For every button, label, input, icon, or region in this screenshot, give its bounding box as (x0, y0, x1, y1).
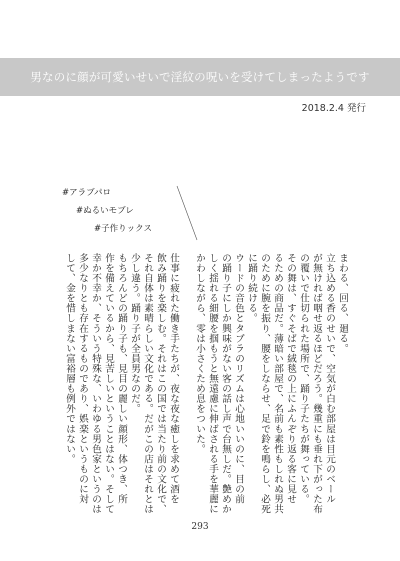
book-title: 男なのに顔が可愛いせいで淫紋の呪いを受けてしまったようです (30, 70, 370, 84)
body-column: 仕事に疲れた働き手たちが、夜な夜な癒しを求めて酒を (168, 253, 179, 505)
body-column: 少し違う。踊り子が全員男なのだ。 (129, 253, 140, 414)
tag-arab-parody: #アラブパロ (62, 188, 111, 198)
body-column: して、金を惜しまない富裕層も例外ではない。 (64, 253, 75, 465)
body-column: しく揺れる細腰を掴もうと無遠慮に伸ばされる手を華麗に (207, 253, 218, 515)
body-column: の踊り子にしか興味がない客の話し声で台無しだ。艶めか (220, 253, 231, 515)
body-column: 飲み踊りを楽しむ。それはこの国では当たり前の文化で、 (155, 253, 166, 515)
tag-mob: #ぬるいモブレ (76, 206, 134, 216)
body-column: 多少なりとも存在するものであり、娯楽というものに対 (77, 253, 88, 505)
body-column: ウードの音色とタブラのリズムは心地いいのに、目の前 (233, 253, 244, 505)
body-column: のために腕を振り、腰をしならせ、足で鈴を鳴らし、必死 (259, 253, 270, 515)
body-column: それ自体は素晴らしい文化である。だがこの店はそれとは (142, 253, 153, 515)
body-column: 作を備えているから、見苦しいということはない。そして (103, 253, 114, 515)
body-text (54, 253, 350, 543)
body-column: の覆いで仕切られた場所で、踊り子たちが舞っている。 (298, 253, 309, 505)
tag-kozukuri: #子作りックス (94, 224, 153, 234)
body-column: に踊り続ける。 (246, 253, 257, 324)
body-column: その舞は、すぐそばで絨毯の上にふんぞり返る客に見せ (285, 253, 296, 505)
body-column: 幸か不幸か、そういう特殊な、いわゆる男色家というのは (90, 253, 101, 515)
body-column: もちろんどの踊り子も、見目の麗しい顔形、体つき、所 (116, 253, 127, 505)
body-column: が無ければ咽せ返るほどだろう。幾重にも垂れ下がった布 (311, 253, 322, 515)
body-column: るための商品だ。薄暗い部屋で、名前も素性もしれぬ男共 (272, 253, 283, 515)
publication-date: 2018.2.4 発行 (301, 103, 366, 114)
body-column: まわる、回る、廻る。 (337, 253, 348, 354)
page-number: 293 (191, 522, 209, 532)
body-column: かわしながら、零は小さくため息をついた。 (194, 253, 205, 454)
body-column: 立ち込める香のせいで、空気が白む部屋は目元のベール (324, 253, 335, 505)
